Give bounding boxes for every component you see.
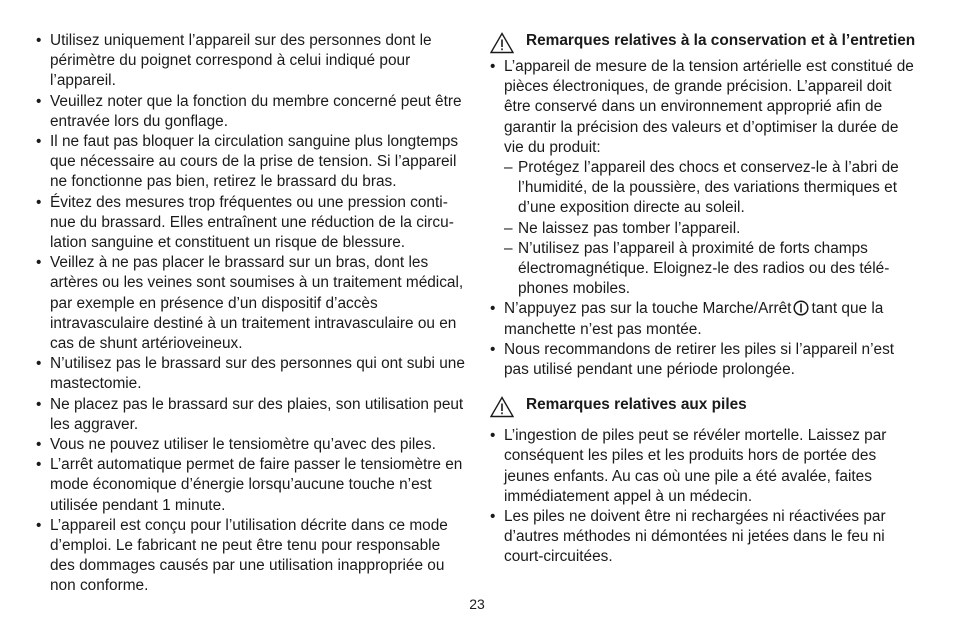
list-item: • Utilisez uniquement l’appareil sur des personnes dont le périmètre du poignet correspond à celui indiqué pour l’appareil. (36, 31, 466, 92)
list-item-text: L’appareil de mesure de la tension artérielle est constitué de pièces électroniques, de grande précision. L’appareil doit être conservé dans un environnement approprié afin de garantir la précision des valeurs et d’optimiser la durée de vie du produit: (504, 58, 914, 156)
batteries-bullet-list (490, 426, 922, 567)
list-item-text-before: N’appuyez pas sur la touche Marche/Arrêt (504, 300, 792, 318)
sub-list-item: – Ne laissez pas tomber l’appareil. (504, 219, 922, 239)
section-heading-text: Remarques relatives aux piles (526, 396, 747, 414)
list-item (490, 299, 922, 339)
section-heading-storage (490, 31, 922, 54)
list-item-text-after: tant que la manchette n’est pas montée. (504, 300, 884, 338)
sub-list (504, 158, 922, 299)
section-heading-text: Remarques relatives à la conservation et à l’entretien (526, 32, 916, 49)
list-item: • Veillez à ne pas placer le brassard sur un bras, dont les artères ou les veines sont soumises à un traitement médical, par exemple en présence d’un dispositif d’accès intravasculaire destiné à un traitement intravasculaire ou en cas de shunt artérioveineux. (36, 253, 466, 354)
list-item (490, 57, 922, 299)
list-item: • N’utilisez pas le brassard sur des personnes qui ont subi une mastectomie. (36, 354, 466, 394)
list-item: • Veuillez noter que la fonction du membre concerné peut être entravée lors du gonflage. (36, 92, 466, 132)
page-number: 23 (469, 596, 485, 612)
list-item: • Nous recommandons de retirer les piles si l’appareil n’est pas utilisé pendant une période prolongée. (490, 340, 922, 380)
list-item: • L’appareil est conçu pour l’utilisation décrite dans ce mode d’emploi. Le fabricant ne peut être tenu pour responsable des dommages causés par une utilisation inappropriée ou non conforme. (36, 516, 466, 597)
list-item: • Les piles ne doivent être ni rechargées ni réactivées par d’autres méthodes ni démontées ni jetées dans le feu ni court-circuitées. (490, 507, 922, 568)
left-bullet-list (36, 31, 466, 597)
list-item: • L’arrêt automatique permet de faire passer le tensiomètre en mode économique d’énergie lorsqu’aucune touche n’est utilisée pendant 1 minute. (36, 455, 466, 516)
section-heading-batteries (490, 395, 922, 418)
list-item: • Vous ne pouvez utiliser le tensiomètre qu’avec des piles. (36, 435, 466, 455)
warning-triangle-icon (490, 32, 514, 54)
sub-list-item: – Protégez l’appareil des chocs et conservez-le à l’abri de l’humidité, de la poussière, des variations thermiques et d’une exposition directe au soleil. (504, 158, 922, 219)
right-column (490, 31, 922, 568)
sub-list-item: – N’utilisez pas l’appareil à proximité de forts champs électromagnétique. Eloignez-le des radios ou des téléphones mobiles. (504, 239, 922, 300)
left-column (36, 31, 466, 597)
power-button-icon (793, 300, 809, 316)
warning-triangle-icon (490, 396, 514, 418)
list-item: • Évitez des mesures trop fréquentes ou une pression continue du brassard. Elles entraînent une réduction de la circulation sanguine et constituent un risque de blessure. (36, 193, 466, 254)
list-item: • L’ingestion de piles peut se révéler mortelle. Laissez par conséquent les piles et les produits hors de portée des jeunes enfants. Au cas où une pile a été avalée, faites immédiatement appel à un médecin. (490, 426, 922, 507)
list-item: • Ne placez pas le brassard sur des plaies, son utilisation peut les aggraver. (36, 395, 466, 435)
list-item: • Il ne faut pas bloquer la circulation sanguine plus longtemps que nécessaire au cours de la prise de tension. Si l’appareil ne fonctionne pas bien, retirez le brassard du bras. (36, 132, 466, 193)
storage-bullet-list (490, 57, 922, 380)
